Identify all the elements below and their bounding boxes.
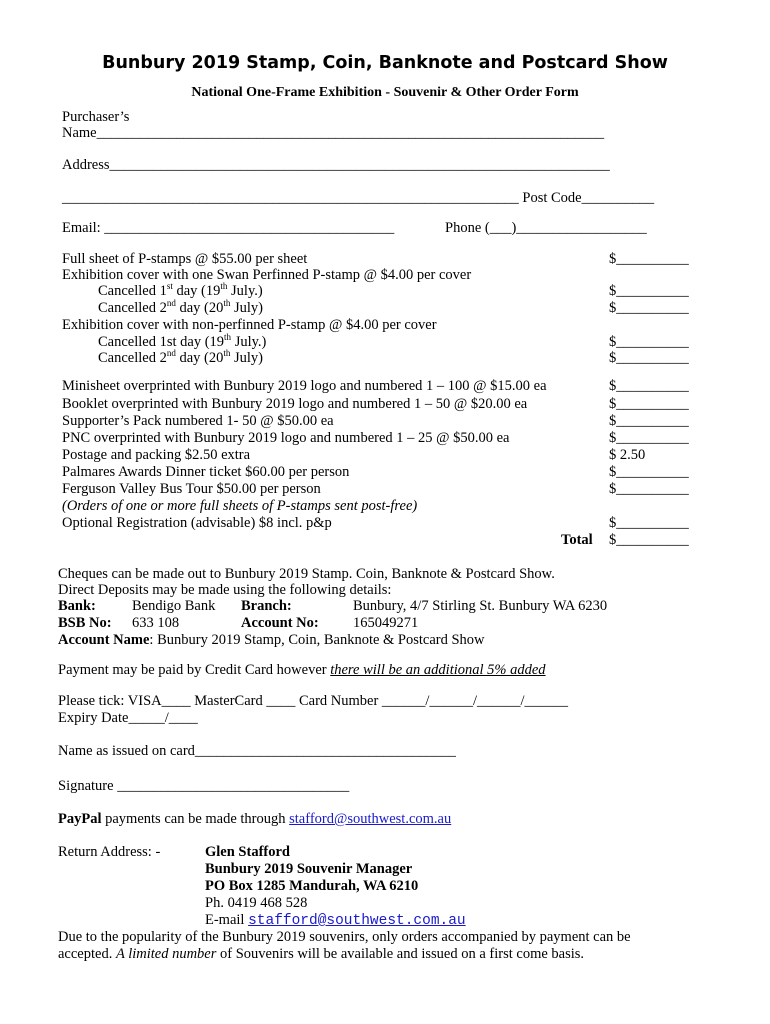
account-no-label: Account No:	[241, 615, 319, 631]
return-phone: Ph. 0419 468 528	[205, 895, 308, 911]
bank-value: Bendigo Bank	[132, 598, 216, 614]
branch-label: Branch:	[241, 598, 292, 614]
item-label: PNC overprinted with Bunbury 2019 logo and numbered 1 – 25 @ $50.00 ea	[62, 430, 510, 446]
footer-line-2: accepted. A limited number of Souvenirs will be available and issued on a first come basis.	[58, 946, 585, 962]
item-label: Full sheet of P-stamps @ $55.00 per sheet	[62, 251, 308, 267]
postcode-field[interactable]: _______________________________________________________________ Post Code__________	[62, 190, 655, 206]
expiry-field[interactable]: Expiry Date_____/____	[58, 710, 198, 726]
item-amount[interactable]: $__________	[609, 334, 689, 350]
card-tick-field[interactable]: Please tick: VISA____ MasterCard ____ Card Number ______/______/______/______	[58, 693, 568, 709]
footer-line-1: Due to the popularity of the Bunbury 2019 souvenirs, only orders accompanied by payment can be	[58, 929, 631, 945]
return-po-box: PO Box 1285 Mandurah, WA 6210	[205, 878, 419, 894]
credit-card-note: Payment may be paid by Credit Card however there will be an additional 5% added	[58, 662, 546, 678]
purchaser-label: Purchaser’s	[62, 109, 130, 125]
item-label: Cancelled 2nd day (20th July)	[98, 298, 264, 316]
post-free-note: (Orders of one or more full sheets of P-stamps sent post-free)	[62, 498, 418, 514]
paypal-text: PayPal payments can be made through stafford@southwest.com.au	[58, 811, 452, 827]
item-amount[interactable]: $__________	[609, 464, 689, 480]
item-amount[interactable]: $__________	[609, 430, 689, 446]
page-title: Bunbury 2019 Stamp, Coin, Banknote and Postcard Show	[102, 53, 668, 73]
item-label: Minisheet overprinted with Bunbury 2019 logo and numbered 1 – 100 @ $15.00 ea	[62, 378, 547, 394]
address-field[interactable]: Address_____________________________________________________________________	[62, 157, 610, 173]
item-amount[interactable]: $__________	[609, 378, 689, 394]
item-label: Booklet overprinted with Bunbury 2019 logo and numbered 1 – 50 @ $20.00 ea	[62, 396, 528, 412]
bank-label: Bank:	[58, 598, 96, 614]
item-label: Postage and packing $2.50 extra	[62, 447, 251, 463]
item-amount[interactable]: $__________	[609, 350, 689, 366]
item-label: Cancelled 1st day (19th July.)	[98, 281, 263, 299]
item-amount[interactable]: $__________	[609, 481, 689, 497]
cheques-text: Cheques can be made out to Bunbury 2019 Stamp. Coin, Banknote & Postcard Show.	[58, 566, 555, 582]
paypal-email-link[interactable]: stafford@southwest.com.au	[289, 811, 452, 827]
direct-deposit-text: Direct Deposits may be made using the following details:	[58, 582, 392, 598]
item-label: Exhibition cover with non-perfinned P-stamp @ $4.00 per cover	[62, 317, 437, 333]
account-name: Account Name: Bunbury 2019 Stamp, Coin, Banknote & Postcard Show	[58, 632, 485, 648]
item-amount: $ 2.50	[609, 447, 646, 463]
bsb-value: 633 108	[132, 615, 180, 631]
return-email-link[interactable]: stafford@southwest.com.au	[248, 913, 466, 929]
name-field[interactable]: Name______________________________________________________________________	[62, 125, 605, 141]
item-amount[interactable]: $__________	[609, 251, 689, 267]
name-on-card-field[interactable]: Name as issued on card____________________________________	[58, 743, 456, 759]
return-address-label: Return Address: -	[58, 844, 161, 860]
return-role: Bunbury 2019 Souvenir Manager	[205, 861, 413, 877]
item-label: Cancelled 2nd day (20th July)	[98, 348, 264, 366]
item-amount[interactable]: $__________	[609, 396, 689, 412]
phone-field[interactable]: Phone (___)__________________	[445, 220, 647, 236]
item-label: Cancelled 1st day (19th July.)	[98, 332, 267, 350]
bsb-label: BSB No:	[58, 615, 112, 631]
return-name: Glen Stafford	[205, 844, 290, 860]
item-amount[interactable]: $__________	[609, 515, 689, 531]
return-email: E-mail stafford@southwest.com.au	[205, 912, 466, 929]
item-label: Optional Registration (advisable) $8 incl. p&p	[62, 515, 332, 531]
item-label: Supporter’s Pack numbered 1- 50 @ $50.00 ea	[62, 413, 334, 429]
signature-field[interactable]: Signature ________________________________	[58, 778, 350, 794]
page-subtitle: National One-Frame Exhibition - Souvenir & Other Order Form	[191, 85, 579, 100]
item-amount[interactable]: $__________	[609, 413, 689, 429]
item-amount[interactable]: $__________	[609, 283, 689, 299]
branch-value: Bunbury, 4/7 Stirling St. Bunbury WA 6230	[353, 598, 608, 614]
item-label: Palmares Awards Dinner ticket $60.00 per person	[62, 464, 350, 480]
item-label: Exhibition cover with one Swan Perfinned P-stamp @ $4.00 per cover	[62, 267, 472, 283]
total-amount[interactable]: $__________	[609, 532, 689, 548]
item-amount[interactable]: $__________	[609, 300, 689, 316]
item-label: Ferguson Valley Bus Tour $50.00 per person	[62, 481, 321, 497]
account-no-value: 165049271	[353, 615, 419, 631]
email-field[interactable]: Email: ________________________________________	[62, 220, 395, 236]
total-label: Total	[561, 532, 593, 548]
